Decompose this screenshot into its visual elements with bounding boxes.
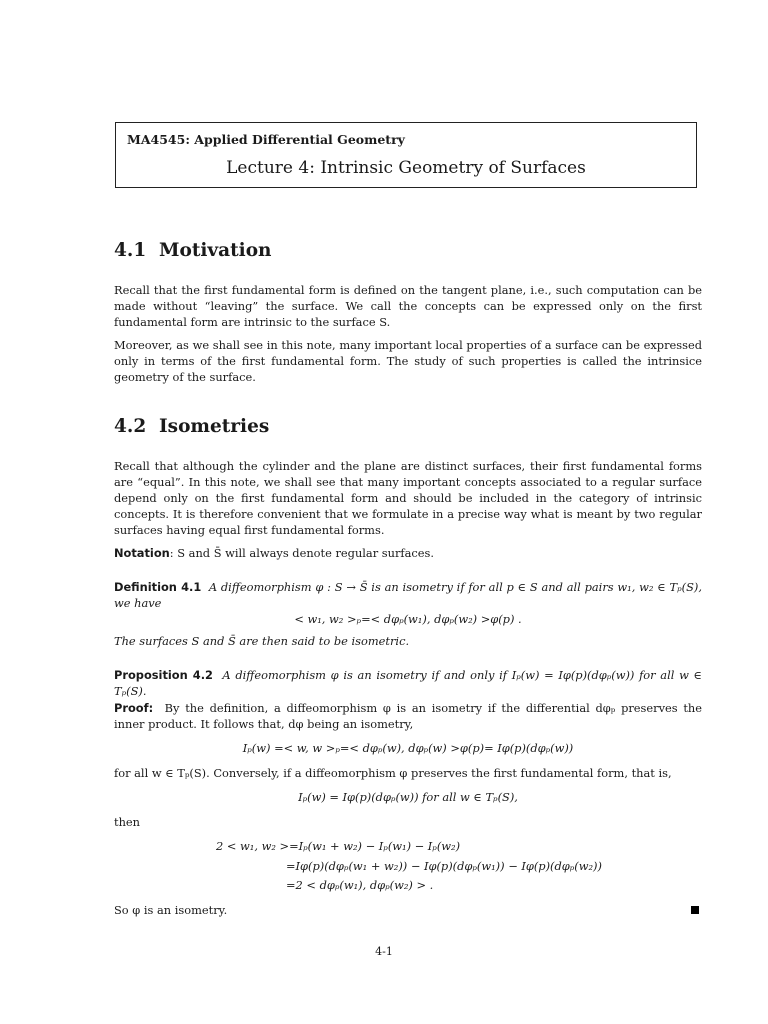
notation-paragraph <box>114 545 702 561</box>
definition-text: A diffeomorphism φ : S → S̄ is an isometry if for all p ∈ S and all pairs w₁, w₂ ∈ Tₚ(S), we have <box>114 580 702 610</box>
section-number: 4.1 <box>114 240 147 261</box>
definition-label: Definition 4.1 <box>114 580 202 594</box>
section-title: Motivation <box>159 240 272 261</box>
proof-label: Proof: <box>114 701 154 715</box>
proof-equation-3-line-2: =Iφ(p)(dφₚ(w₁ + w₂)) − Iφ(p)(dφₚ(w₁)) − Iφ(p)(dφₚ(w₂)) <box>286 859 602 873</box>
lecture-title: Lecture 4: Intrinsic Geometry of Surfaces <box>226 158 586 178</box>
proof-text: By the definition, a diffeomorphism φ is an isometry if the differential dφₚ preserves the inner product. It follows that, dφ being an isometry, <box>114 701 702 731</box>
proof-middle-text: for all w ∈ Tₚ(S). Conversely, if a diffeomorphism φ preserves the first fundamental form, that is, <box>114 766 672 780</box>
section-heading-motivation <box>114 240 272 261</box>
paragraph-motivation-2: Moreover, as we shall see in this note, many important local properties of a surface can be expressed only in terms of the first fundamental form. The study of such properties is called the intrinsice geometry of the surface. <box>114 338 702 384</box>
paragraph-isometries-1: Recall that although the cylinder and the plane are distinct surfaces, their first fundamental forms are “equal”. In this note, we shall see that many important concepts associated to a regular surface depend only on the first fundamental form and should be included in the category of intrinsic concepts. It is therefore convenient that we formulate in a precise way what is meant by two regular surfaces having equal first fundamental forms. <box>114 459 702 537</box>
proof-equation-1: Iₚ(w) =< w, w >ₚ=< dφₚ(w), dφₚ(w) >φ(p)= Iφ(p)(dφₚ(w)) <box>242 741 574 755</box>
paragraph-motivation-1: Recall that the first fundamental form is defined on the tangent plane, i.e., such computation can be made without “leaving” the surface. We call the concepts can be expressed only on the first fundamental form are intrinsic to the surface S. <box>114 283 702 329</box>
definition-conclusion: The surfaces S and S̄ are then said to be isometric. <box>114 634 410 648</box>
qed-square-icon <box>691 906 699 914</box>
proposition-text: A diffeomorphism φ is an isometry if and only if Iₚ(w) = Iφ(p)(dφₚ(w)) for all w ∈ Tₚ(S). <box>114 668 702 698</box>
notation-label: Notation <box>114 546 170 560</box>
proof-paragraph <box>114 700 702 732</box>
notation-text: : S and S̄ will always denote regular surfaces. <box>169 546 435 560</box>
course-title: MA4545: Applied Differential Geometry <box>127 132 405 147</box>
proof-equation-3-line-1: 2 < w₁, w₂ >=Iₚ(w₁ + w₂) − Iₚ(w₁) − Iₚ(w₂) <box>216 839 461 853</box>
definition-equation: < w₁, w₂ >ₚ=< dφₚ(w₁), dφₚ(w₂) >φ(p) . <box>294 612 522 626</box>
proposition-label: Proposition 4.2 <box>114 668 213 682</box>
proof-equation-3-line-3: =2 < dφₚ(w₁), dφₚ(w₂) > . <box>286 878 434 892</box>
lecture-header-box <box>115 122 697 188</box>
section-heading-isometries <box>114 416 269 437</box>
section-title: Isometries <box>159 416 270 437</box>
proof-conclusion: So φ is an isometry. <box>114 903 228 917</box>
then-text: then <box>114 815 140 829</box>
proposition-paragraph <box>114 667 702 699</box>
proof-equation-2: Iₚ(w) = Iφ(p)(dφₚ(w)) for all w ∈ Tₚ(S), <box>298 790 518 804</box>
definition-paragraph <box>114 579 702 611</box>
page-number: 4-1 <box>375 945 393 958</box>
section-number: 4.2 <box>114 416 147 437</box>
